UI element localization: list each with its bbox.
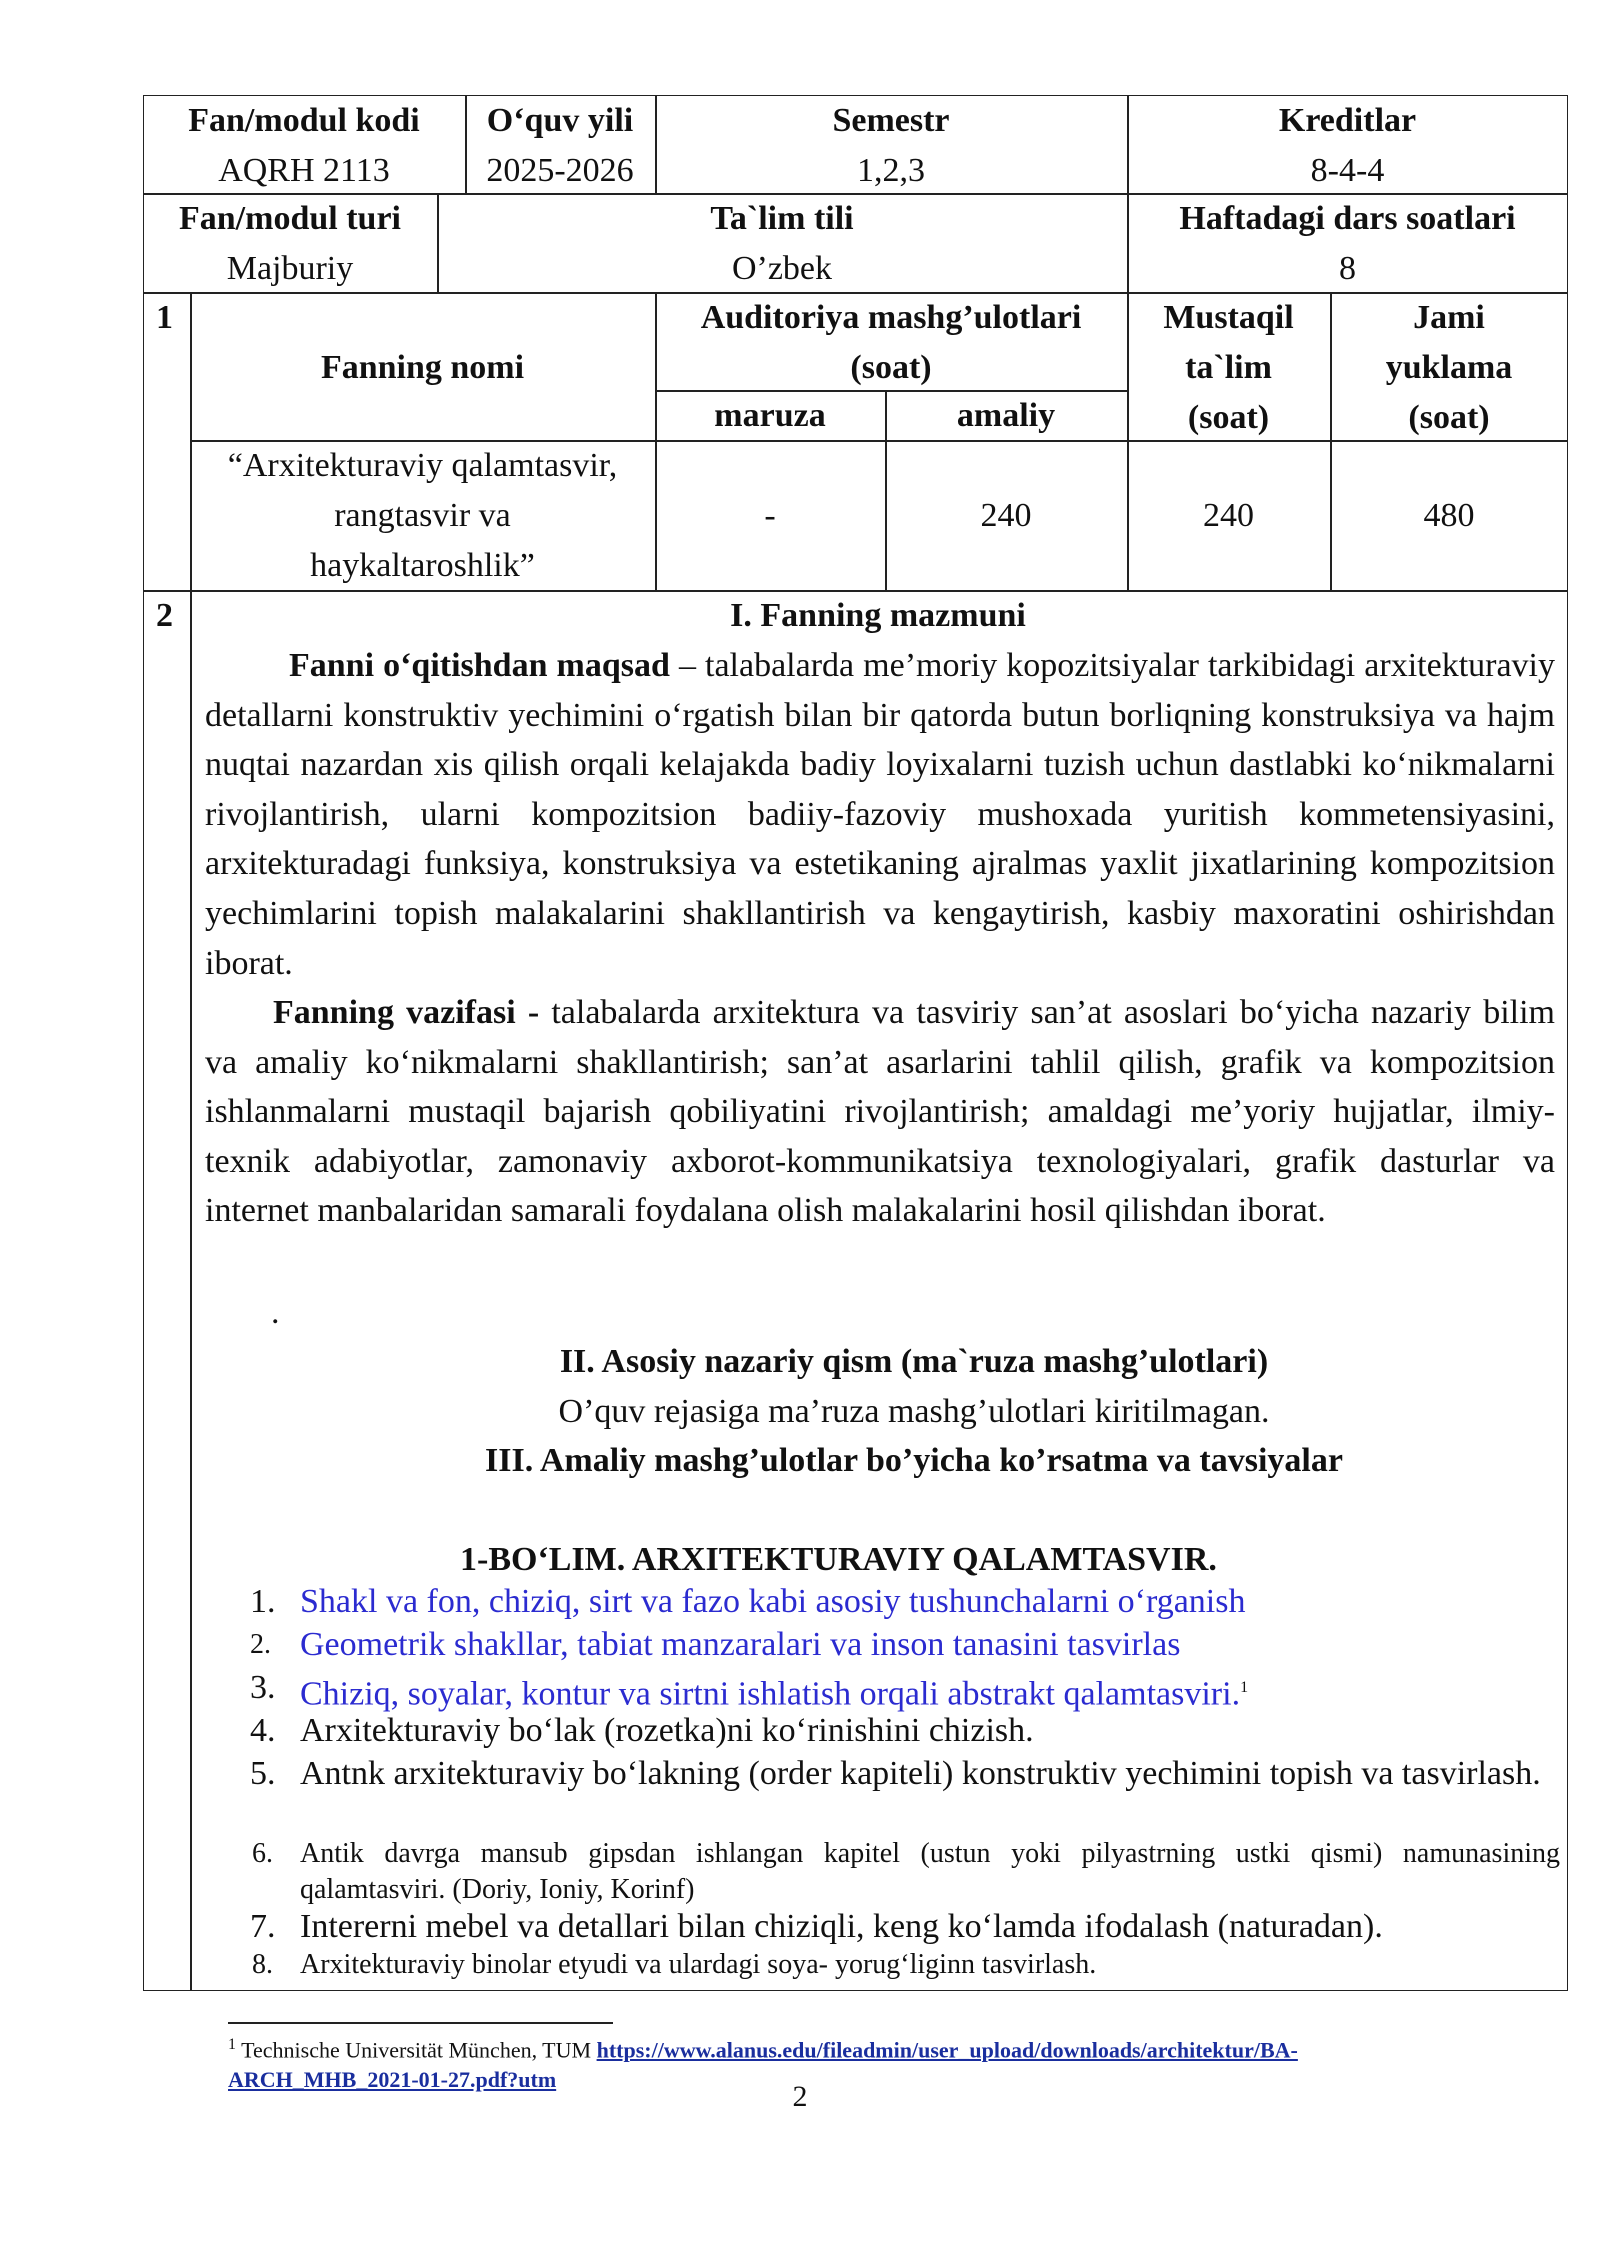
code-cell bbox=[143, 96, 465, 196]
list-item-text: Chiziq, soyalar, kontur va sirtni ishlatish orqali abstrakt qalamtasviri. bbox=[300, 1675, 1241, 1713]
list-item-number: 7. bbox=[250, 1908, 276, 1945]
page-number: 2 bbox=[792, 2080, 808, 2113]
list-item-number: 3. bbox=[250, 1669, 276, 1706]
list-item-text: Intererni mebel va detallari bilan chiziqli, keng ko‘lamda ifodalash (naturadan). bbox=[300, 1908, 1383, 1945]
independent-header-line1: Mustaqil bbox=[1163, 299, 1294, 336]
weekly-hours-cell bbox=[1127, 194, 1568, 294]
list-item-number: 2. bbox=[250, 1629, 271, 1660]
footnote-mark: 1 bbox=[228, 2036, 236, 2053]
lecture-hours: - bbox=[764, 497, 776, 534]
part-1-title: 1-BO‘LIM. ARXITEKTURAVIY QALAMTASVIR. bbox=[460, 1541, 1217, 1578]
year-cell bbox=[465, 96, 655, 196]
list-item-text: Shakl va fon, chiziq, sirt va fazo kabi asosiy tushunchalarni o‘rganish bbox=[300, 1583, 1246, 1620]
year-label: O‘quv yili bbox=[486, 102, 634, 139]
code-label: Fan/modul kodi bbox=[188, 102, 420, 139]
language-value: O’zbek bbox=[731, 250, 833, 287]
list-item-text: Arxitekturaviy bo‘lak (rozetka)ni ko‘rinishini chizish. bbox=[300, 1712, 1034, 1749]
list-item-number: 5. bbox=[250, 1755, 276, 1792]
credits-label: Kreditlar bbox=[1278, 102, 1417, 139]
code-value: AQRH 2113 bbox=[218, 152, 390, 189]
course-name-line2: rangtasvir va bbox=[334, 497, 511, 534]
practice-header: amaliy bbox=[956, 397, 1056, 434]
section-2-note: O’quv rejasiga ma’ruza mashg’ulotlari kiritilmagan. bbox=[558, 1393, 1270, 1430]
list-item-number: 4. bbox=[250, 1712, 276, 1749]
footnote-separator bbox=[228, 2022, 613, 2024]
task-lead: Fanning vazifasi - bbox=[273, 994, 540, 1031]
credits-cell bbox=[1127, 96, 1568, 196]
goal-paragraph bbox=[205, 641, 1555, 988]
independent-header-line2: ta`lim bbox=[1185, 349, 1272, 386]
stray-dot: . bbox=[271, 1294, 280, 1331]
goal-text: – talabalarda me’moriy kopozitsiyalar tarkibidagi arxitekturaviy detallarni konstruktiv yechimini o‘rgatish bilan bir qatorda butun borliqning konstruksiya va hajm nuqtai nazardan xis qilish orqali kelajakda badiy loyixalarni tuzish uchun dastlabki ko‘nikmalarni rivojlantirish, ularni kompozitsion badiiy-fazoviy mushoxada yuritish kommetensiyasini, arxitekturadagi funksiya, konstruksiya va estetikaning ajralmas yaxlit jixatlarining kompozitsion yechimlarini topish malakalarini shakllantirish va kengaytirish, kasbiy maxoratini oshirishdan iborat. bbox=[205, 647, 1556, 982]
auditorium-header-unit: (soat) bbox=[850, 349, 932, 386]
footnote-link[interactable]: https://www.alanus.edu/fileadmin/user_upload/downloads/architektur/BA-ARCH_MHB_2021-01-27.pdf?utm bbox=[228, 2037, 1298, 2093]
lecture-header: maruza bbox=[714, 397, 826, 434]
credits-value: 8-4-4 bbox=[1310, 152, 1385, 189]
semester-value: 1,2,3 bbox=[857, 152, 925, 189]
type-cell bbox=[143, 194, 437, 294]
type-value: Majburiy bbox=[226, 250, 354, 287]
row-number-2: 2 bbox=[156, 597, 173, 634]
row-number-1: 1 bbox=[156, 299, 173, 336]
section-1-title: I. Fanning mazmuni bbox=[730, 597, 1026, 634]
footnote-source: Technische Universität München, TUM bbox=[236, 2037, 597, 2063]
language-label: Ta`lim tili bbox=[710, 200, 854, 237]
list-item-number: 1. bbox=[250, 1583, 276, 1620]
total-header-line2: yuklama bbox=[1385, 349, 1513, 386]
list-item-number: 8. bbox=[252, 1949, 273, 1980]
weekly-hours-label: Haftadagi dars soatlari bbox=[1179, 200, 1516, 237]
list-item-text: Arxitekturaviy binolar etyudi va ulardagi soya- yorug‘liginn tasvirlash. bbox=[300, 1949, 1097, 1980]
auditorium-header bbox=[655, 293, 1127, 393]
total-hours: 480 bbox=[1423, 497, 1475, 534]
course-name-header: Fanning nomi bbox=[320, 349, 525, 386]
task-paragraph bbox=[205, 988, 1555, 1236]
list-item-text: Antnk arxitekturaviy bo‘lakning (order kapiteli) konstruktiv yechimini topish va tasvirlash. bbox=[300, 1755, 1541, 1792]
auditorium-header-line: Auditoriya mashg’ulotlari bbox=[700, 299, 1082, 336]
semester-label: Semestr bbox=[832, 102, 950, 139]
goal-lead: Fanni o‘qitishdan maqsad bbox=[289, 647, 670, 684]
semester-cell bbox=[655, 96, 1127, 196]
section-2-title: II. Asosiy nazariy qism (ma`ruza mashg’ulotlari) bbox=[559, 1343, 1269, 1380]
language-cell bbox=[437, 194, 1127, 294]
independent-hours: 240 bbox=[1203, 497, 1254, 534]
independent-header-line3: (soat) bbox=[1187, 399, 1270, 436]
task-text: talabalarda arxitektura va tasviriy san’at asoslari bo‘yicha nazariy bilim va amaliy ko‘nikmalarni shakllantirish; san’at asarlarini tahlil qilish, grafik va kompozitsion ishlanmalarni mustaqil bajarish qobiliyatini rivojlantirish; amaldagi me’yoriy hujjatlar, ilmiy-texnik adabiyotlar, zamonaviy axborot-kommunikatsiya texnologiyalari, grafik dasturlar va internet manbalaridan samarali foydalana olish malakalarini hosil qilishdan iborat. bbox=[205, 994, 1555, 1230]
list-item-text: Antik davrga mansub gipsdan ishlangan kapitel (ustun yoki pilyastrning ustki qismi) namunasining qalamtasviri. (Doriy, Ioniy, Korinf) bbox=[300, 1838, 1560, 1905]
type-label: Fan/modul turi bbox=[179, 200, 401, 237]
section-3-title: III. Amaliy mashg’ulotlar bo’yicha ko’rsatma va tavsiyalar bbox=[485, 1442, 1343, 1479]
footnote-reference: 1 bbox=[1240, 1679, 1249, 1696]
course-name-line3: haykaltaroshlik” bbox=[310, 547, 535, 584]
total-header-line3: (soat) bbox=[1408, 399, 1490, 436]
total-header-line1: Jami bbox=[1413, 299, 1485, 336]
list-item-number: 6. bbox=[252, 1838, 273, 1869]
year-value: 2025-2026 bbox=[486, 152, 634, 189]
weekly-hours-value: 8 bbox=[1339, 250, 1356, 287]
practice-hours: 240 bbox=[980, 497, 1032, 534]
course-name bbox=[190, 441, 655, 591]
total-load-header bbox=[1330, 293, 1568, 443]
independent-study-header bbox=[1127, 293, 1330, 443]
list-item-text: Geometrik shakllar, tabiat manzaralari va inson tanasini tasvirlas bbox=[300, 1626, 1181, 1663]
course-name-line1: “Arxitekturaviy qalamtasvir, bbox=[227, 447, 618, 484]
